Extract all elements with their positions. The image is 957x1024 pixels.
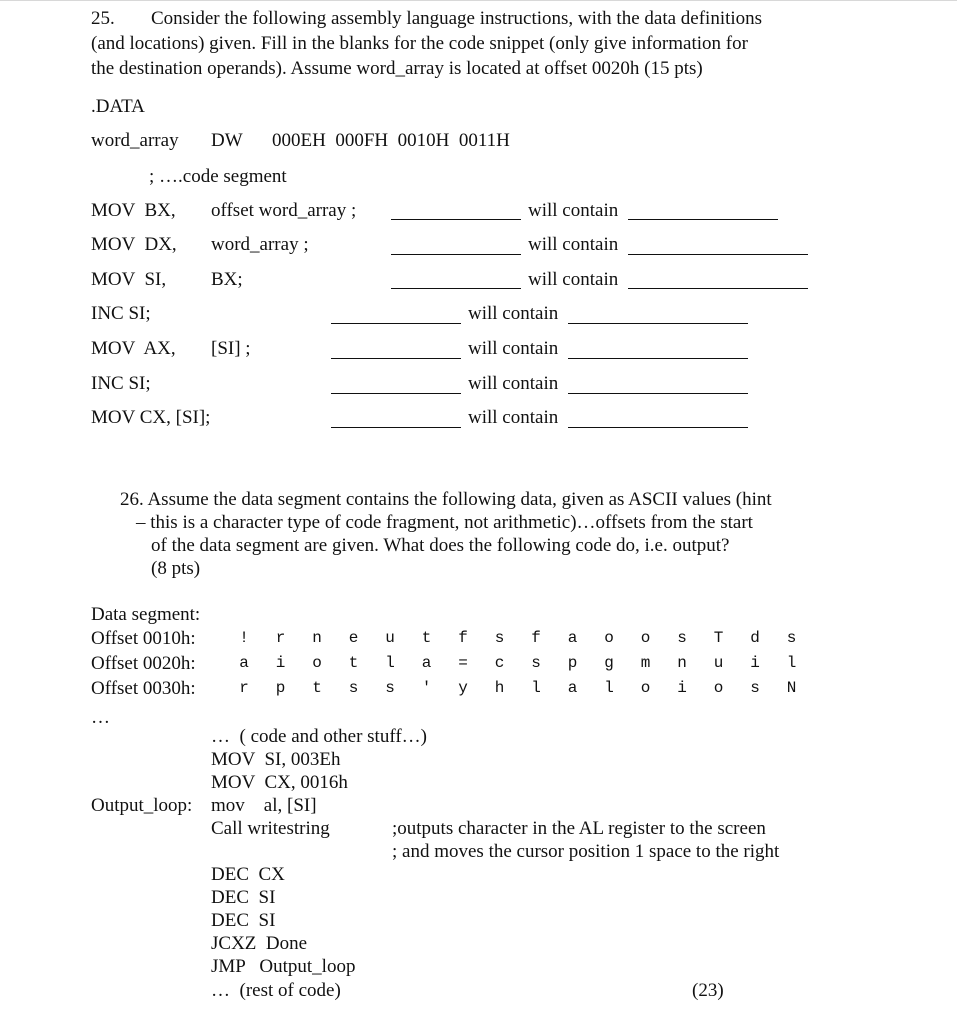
page-number: (23) bbox=[692, 980, 724, 1001]
data-char: e bbox=[348, 629, 359, 647]
data-char: a bbox=[567, 679, 578, 697]
blank-2b[interactable] bbox=[628, 254, 808, 255]
blank-3a[interactable] bbox=[391, 288, 521, 289]
data-char: l bbox=[531, 679, 541, 697]
dw-directive: DW bbox=[211, 130, 243, 151]
instr-3-operand: BX; bbox=[211, 269, 243, 290]
data-char: a bbox=[239, 654, 249, 672]
blank-2a[interactable] bbox=[391, 254, 521, 255]
instr-2-operand: word_array ; bbox=[211, 234, 309, 255]
blank-6a[interactable] bbox=[331, 393, 461, 394]
data-char: n bbox=[677, 654, 687, 672]
data-char: o bbox=[604, 629, 614, 647]
code-rest: … (rest of code) bbox=[211, 980, 341, 1001]
code-loop-instr: mov al, [SI] bbox=[211, 795, 317, 816]
q26-text-line2: – this is a character type of code fragment, not arithmetic)…offsets from the start bbox=[136, 512, 753, 533]
blank-4b[interactable] bbox=[568, 323, 748, 324]
instr-4-mnemonic: INC SI; bbox=[91, 303, 151, 324]
blank-3b[interactable] bbox=[628, 288, 808, 289]
data-char: t bbox=[421, 629, 432, 647]
data-char: r bbox=[275, 629, 286, 647]
data-char: a bbox=[421, 654, 432, 672]
data-ellipsis: … bbox=[91, 707, 110, 728]
data-char: p bbox=[567, 654, 578, 672]
blank-7b[interactable] bbox=[568, 427, 748, 428]
code-line-3: MOV CX, 0016h bbox=[211, 772, 348, 793]
data-char: ' bbox=[421, 679, 432, 697]
data-char: o bbox=[640, 679, 651, 697]
data-char: s bbox=[531, 654, 541, 672]
data-char: t bbox=[312, 679, 322, 697]
code-comment-2: ; and moves the cursor position 1 space to the right bbox=[392, 841, 780, 862]
data-char: T bbox=[713, 629, 724, 647]
code-segment-comment: ; ….code segment bbox=[149, 166, 287, 187]
will-contain-4: will contain bbox=[468, 303, 559, 324]
blank-1b[interactable] bbox=[628, 219, 778, 220]
data-char: o bbox=[713, 679, 724, 697]
data-char: d bbox=[750, 629, 760, 647]
data-char: N bbox=[786, 679, 797, 697]
data-char: l bbox=[786, 654, 797, 672]
code-line-2: MOV SI, 003Eh bbox=[211, 749, 341, 770]
code-dec-cx: DEC CX bbox=[211, 864, 285, 885]
data-char: i bbox=[750, 654, 760, 672]
data-char: i bbox=[275, 654, 286, 672]
data-char: c bbox=[494, 654, 505, 672]
data-char: u bbox=[713, 654, 724, 672]
instr-1-operand: offset word_array ; bbox=[211, 200, 357, 221]
q25-text-line1: Consider the following assembly language instructions, with the data definitions bbox=[151, 8, 763, 29]
data-char: = bbox=[458, 654, 468, 672]
q25-text-line3: the destination operands). Assume word_array is located at offset 0020h (15 pts) bbox=[91, 58, 703, 79]
output-loop-label: Output_loop: bbox=[91, 795, 193, 816]
data-char: ! bbox=[239, 629, 249, 647]
blank-4a[interactable] bbox=[331, 323, 461, 324]
data-char: s bbox=[750, 679, 760, 697]
data-char: i bbox=[677, 679, 687, 697]
blank-7a[interactable] bbox=[331, 427, 461, 428]
data-char: r bbox=[239, 679, 249, 697]
code-dec-si-1: DEC SI bbox=[211, 887, 276, 908]
instr-2-mnemonic: MOV DX, bbox=[91, 234, 177, 255]
data-char: p bbox=[275, 679, 286, 697]
code-line-1: … ( code and other stuff…) bbox=[211, 726, 427, 747]
blank-5a[interactable] bbox=[331, 358, 461, 359]
will-contain-7: will contain bbox=[468, 407, 559, 428]
instr-3-mnemonic: MOV SI, bbox=[91, 269, 167, 290]
offset-0010-label: Offset 0010h: bbox=[91, 628, 196, 649]
will-contain-2: will contain bbox=[528, 234, 619, 255]
instr-7-mnemonic: MOV CX, [SI]; bbox=[91, 407, 211, 428]
data-directive: .DATA bbox=[91, 96, 145, 117]
blank-1a[interactable] bbox=[391, 219, 521, 220]
q25-number: 25. bbox=[91, 8, 115, 29]
instr-6-mnemonic: INC SI; bbox=[91, 373, 151, 394]
q26-text-line1: 26. Assume the data segment contains the following data, given as ASCII values (hint bbox=[120, 489, 772, 510]
word-array-label: word_array bbox=[91, 130, 179, 151]
code-comment-1: ;outputs character in the AL register to the screen bbox=[392, 818, 766, 839]
data-char: a bbox=[567, 629, 578, 647]
will-contain-5: will contain bbox=[468, 338, 559, 359]
q25-text-line2: (and locations) given. Fill in the blanks for the code snippet (only give information for bbox=[91, 33, 748, 54]
data-segment-label: Data segment: bbox=[91, 604, 201, 625]
data-char: s bbox=[385, 679, 395, 697]
blank-6b[interactable] bbox=[568, 393, 748, 394]
data-char: o bbox=[312, 654, 322, 672]
offset-0030-label: Offset 0030h: bbox=[91, 678, 196, 699]
top-border bbox=[0, 0, 957, 1]
q26-text-line3: of the data segment are given. What does the following code do, i.e. output? bbox=[151, 535, 730, 556]
data-char: f bbox=[531, 629, 541, 647]
will-contain-3: will contain bbox=[528, 269, 619, 290]
code-call: Call writestring bbox=[211, 818, 330, 839]
data-char: u bbox=[385, 629, 395, 647]
data-char: n bbox=[312, 629, 322, 647]
data-char: h bbox=[494, 679, 505, 697]
data-char: g bbox=[604, 654, 614, 672]
data-char: s bbox=[786, 629, 797, 647]
code-jmp: JMP Output_loop bbox=[211, 956, 356, 977]
data-char: s bbox=[677, 629, 687, 647]
offset-0020-label: Offset 0020h: bbox=[91, 653, 196, 674]
dw-values: 000EH 000FH 0010H 0011H bbox=[272, 130, 510, 151]
instr-1-mnemonic: MOV BX, bbox=[91, 200, 176, 221]
will-contain-6: will contain bbox=[468, 373, 559, 394]
data-char: f bbox=[458, 629, 468, 647]
blank-5b[interactable] bbox=[568, 358, 748, 359]
instr-5-mnemonic: MOV AX, bbox=[91, 338, 176, 359]
code-jcxz: JCXZ Done bbox=[211, 933, 308, 954]
will-contain-1: will contain bbox=[528, 200, 619, 221]
data-char: m bbox=[640, 654, 651, 672]
instr-5-operand: [SI] ; bbox=[211, 338, 251, 359]
data-char: y bbox=[458, 679, 468, 697]
q26-text-line4: (8 pts) bbox=[151, 558, 201, 579]
data-char: s bbox=[494, 629, 505, 647]
code-dec-si-2: DEC SI bbox=[211, 910, 276, 931]
data-char: l bbox=[385, 654, 395, 672]
data-char: l bbox=[604, 679, 614, 697]
data-char: t bbox=[348, 654, 359, 672]
data-char: o bbox=[640, 629, 651, 647]
data-char: s bbox=[348, 679, 359, 697]
